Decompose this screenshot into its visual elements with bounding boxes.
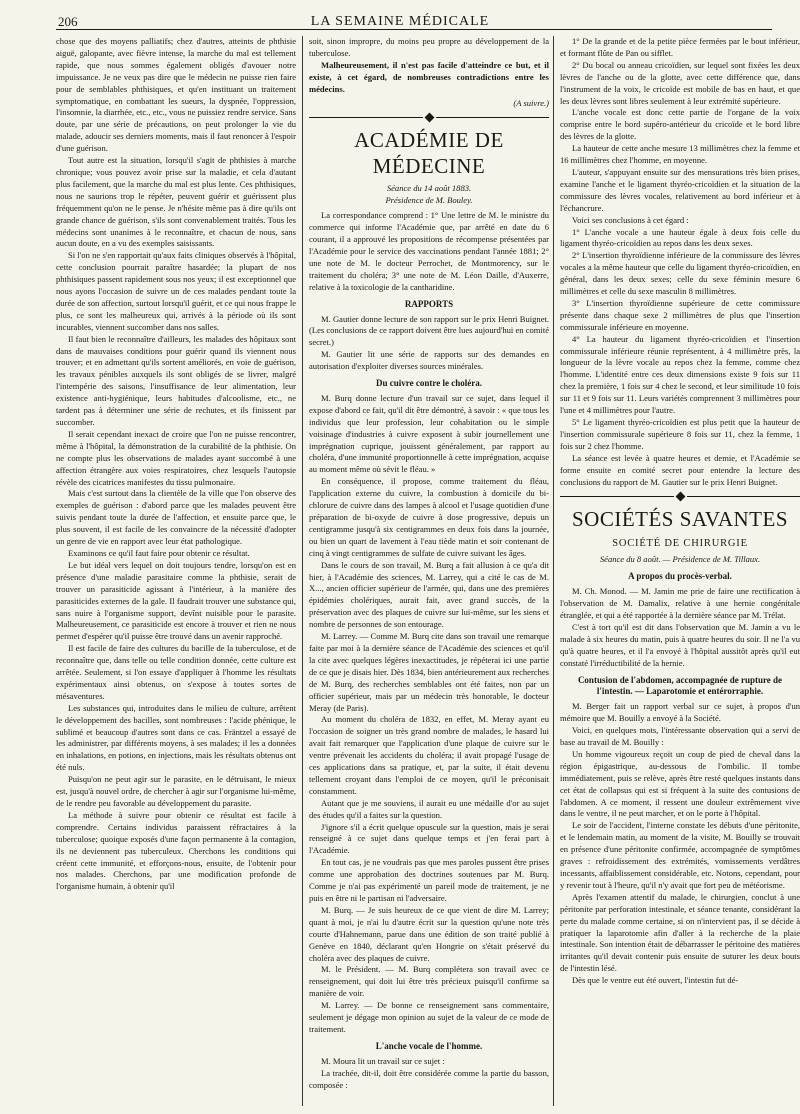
paragraph: La correspondance comprend : 1° Une lettre de M. le ministre du commerce qui informe l'Académie que, par arrêté en date du 6 courant, il a approuvé les propositions de récompense présentées par l'Académie pour le service des vaccinations pendant l'année 1881; 2° une note de M. le docteur Perrochet, de Montmorency, sur le traitement du choléra; 3° une note de M. Léon Daille, d'Auxerre, relative à la toxicologie de la cantharidine. <box>309 210 549 292</box>
running-header <box>40 10 760 36</box>
paragraph: La méthode à suivre pour obtenir ce résultat est facile à comprendre. Certains individus paraissent réfractaires à la tuberculose; quoique exposés d'une façon permanente à la contagion, ils ne deviennent pas tuberculeux. Cherchons les conditions qui créent cette immunité, et efforçons-nous, ensuite, de l'obtenir pour nos malades. Cherchons, par une modification profonde de l'organisme humain, à obtenir qu'il <box>56 809 296 892</box>
paragraph: Autant que je me souviens, il aurait eu une médaille d'or au sujet des études qu'il a faites sur la question. <box>309 797 549 820</box>
paragraph: 1° De la grande et de la petite pièce fermées par le bout inférieur, et formant flûte de Pan ou sifflet. <box>560 36 800 58</box>
paragraph: Examinons ce qu'il faut faire pour obtenir ce résultat. <box>68 547 250 558</box>
subheading-reports: RAPPORTS <box>404 298 454 309</box>
paragraph: M. Gautier donne lecture de son rapport sur le prix Henri Buignet. (Les conclusions de ce rapport doivent être lues aujourd'hui en comité secret.) <box>309 313 549 348</box>
paragraph: 5° Le ligament thyréo-cricoïdien est plus petit que la hauteur de l'insertion commissurale supérieure 8 fois sur 11, chez la femme, 1 fois sur 2 chez l'homme. <box>560 417 800 451</box>
paragraph: J'ignore s'il a écrit quelque opuscule sur la question, mais je serai renseigné à ce sujet dans quelque temps et j'en ferai part à l'Académie. <box>309 821 549 856</box>
paragraph: Il serait cependant inexact de croire que l'on ne puisse rencontrer, même à l'hôpital, la démonstration de la curabilité de la phthisie. On ne compte plus les observations de malades ayant succombé à une affection étrangère aux voies respiratoires, chez lesquels l'autopsie révèle des cicatrices manifestes du tissu pulmonaire. <box>56 428 296 487</box>
paragraph: soit, sinon impropre, du moins peu propre au développement de la tuberculose. <box>309 36 549 58</box>
column-left <box>56 36 296 1106</box>
paragraph: M. Ch. Monod. — M. Jamin me prie de faire une rectification à l'observation de M. Damalix, relative à une hernie congénitale étranglée, et qui a été rapportée à la dernière séance par M. Trélat. <box>560 586 800 620</box>
paragraph: Les substances qui, introduites dans le milieu de culture, arrêtent le développement des bacilles, sont nombreuses : l'acide phénique, le sublimé et beaucoup d'autres sont dans ce cas. Fräntzel a essayé de les administrer, par différents moyens, à ses malades; il les a données en inhalations, en potions, en injections, mais les résultats obtenus ont été nuls. <box>56 702 296 773</box>
journal-title: LA SEMAINE MÉDICALE <box>310 14 490 29</box>
paragraph: M. Moura lit un travail sur ce sujet : <box>321 1055 445 1066</box>
paragraph: Tout autre est la situation, lorsqu'il s'agit de phthisies à marche chronique; vous pouvez avoir prise sur la maladie, et cela d'autant plus facilement, que la marche du mal est plus lente. Ces phthisiques, nous ne saurions trop le répéter, peuvent guérir et guérissent plus fréquemment qu'on ne le pense. Je n'hésite même pas à dire qu'ils ont grande chance de guérison, s'ils sont convenablement traités. Tous les médecins sont unanimes à le reconnaître, et chacun de nous, sans aucun doute, en a vu des exemples saisissants. <box>56 155 296 249</box>
paragraph: Mais c'est surtout dans la clientèle de la ville que l'on observe des exemples de guérison : d'abord parce que les malades peuvent être suivis pendant toute la durée de l'affection, et ensuite parce que, le plus souvent, il est facile de les convaincre de la nécessité d'adopter un genre de vie en rapport avec leur état pathologique. <box>56 488 296 547</box>
paragraph: Dans le cours de son travail, M. Burq a fait allusion à ce qu'a dit hier, à l'Académie des sciences, M. Larrey, qui a cité le cas de M. X..., ancien officier supérieur de l'armée, qui, dans une des premières épidémies cholériques, aurait fait, avec grand succès, de la préservation avec des plaques de cuivre sur lui-même, sur les siens et nombre de personnes de son entourage. <box>309 559 549 630</box>
paragraph: Il faut bien le reconnaître d'ailleurs, les malades des hôpitaux sont dans de mauvaises conditions pour guérir quand ils viennent nous trouver; et en admettant qu'ils sortent améliorés, en voie de guérison, les travaux pénibles auxquels ils sont obligés de se livrer, malgré l'intempérie des saisons, l'insuffisance de leur alimentation, leur existence anti-hygiénique, leurs habitudes d'alcoolisme, etc., ne tardent pas à déterminer une série de rechutes, et ils finissent par succomber. <box>56 333 296 427</box>
ornament-divider <box>560 492 800 500</box>
column-separator <box>302 36 303 1106</box>
paragraph: M. Burq. — Je suis heureux de ce que vient de dire M. Larrey; quant à moi, je n'ai lu d'autre écrit sur la question qu'une note très courte d'Hahnemann, parue dans une édition de son traité publié à Genève en 1840, déclarant qu'en Hongrie on s'était préservé du choléra avec des plaques de cuivre. <box>309 904 549 963</box>
paragraph: M. Gautier lit une série de rapports sur des demandes en autorisation d'exploiter diverses sources minérales. <box>309 349 549 372</box>
paragraph: M. Larrey. — De bonne ce renseignement sans commentaire, seulement je dégage mon opinion au sujet de la valeur de ce mode de traitement. <box>309 1000 549 1034</box>
paragraph: M. Burq donne lecture d'un travail sur ce sujet, dans lequel il expose d'abord ce fait, qu'il dit être démontré, à savoir : « que tous les individus que leur profession, leur cohabitation ou le simple voisinage d'industries à cuivre exposent à subir journellement une imprégnation cuprique, jouissent généralement, par rapport au choléra, d'une immunité proportionnelle à cette imprégnation, acquise au moment même où sévit le fléau. » <box>309 392 549 475</box>
ornament-divider <box>309 113 549 121</box>
paragraph: Après l'examen attentif du malade, le chirurgien, conclut à une péritonite par perforation intestinale, et séance tenante, considérant la perte du malade comme certaine, si on n'intervient pas, il se décide à pratiquer la laparotomie afin d'aller à la recherche de la plaie intestinale. Son intention était de débarrasser le péritoine des matières irritantes qu'il devait contenir puis ensuite de suturer les deux bouts de l'intestin lésé. <box>560 891 800 974</box>
paragraph: La hauteur de cette anche mesure 13 millimètres chez la femme et 16 millimètres chez l'homme, en moyenne. <box>560 143 800 166</box>
column-right <box>560 36 800 1106</box>
paragraph: M. le Président. — M. Burq complétera son travail avec ce renseignement, qui doit lui être très précieux puisqu'il confirme sa manière de voir. <box>309 964 549 999</box>
subheading-abdominal-contusion: Contusion de l'abdomen, accompagnée de rupture de l'intestin. — Laparotomie et entérorraphie. <box>577 674 783 697</box>
paragraph: chose que des moyens palliatifs; chez d'autres, atteints de phthisie aiguë, galopante, avec fièvre intense, la marche du mal est tellement rapide, que nous sommes également obligés d'avouer notre impuissance. Je ne veux pas dire que le médecin ne puisse rien faire pour de semblables phthisiques, et qu'en instituant un traitement symptomatique, en combattant les sueurs, la dyspnée, l'oppression, l'insomnie, la diarrhée, etc., etc., vous ne puissiez rendre service. Sans doute, par une série de précautions, on peut prolonger la vie du malade, adoucir ses derniers moments, mais il faut renoncer à l'espoir d'une guérison. <box>56 36 296 154</box>
paragraph: Dès que le ventre eut été ouvert, l'intestin fut dé- <box>572 975 739 986</box>
column-separator <box>553 36 554 1106</box>
session-date: Séance du 14 août 1883. <box>386 183 472 194</box>
header-rule <box>56 29 772 30</box>
paragraph: Si l'on ne s'en rapportait qu'aux faits cliniques observés à l'hôpital, cette conclusion pourrait paraître hasardée; la plupart de nos phthisiques passent rapidement sous nos yeux; il est exceptionnel que nous ayons l'occasion de suivre un de ces malades pendant toute la durée de son affection, surtout lorsqu'il guérit, et ce qui nous frappe le plus, ce sont les malheureux qui, arrivés à la période où ils sont incurables, viennent succomber dans nos salles. <box>56 250 296 332</box>
paragraph: M. Berger fait un rapport verbal sur ce sujet, à propos d'un mémoire que M. Bouilly a envoyé à la Société. <box>560 701 800 724</box>
paragraph: Il est facile de faire des cultures du bacille de la tuberculose, et de reconnaître que, dans telle ou telle condition donnée, cette culture est arrêtée. Seulement, si l'on essaye d'appliquer à l'homme les résultats expérimentaux ainsi obtenus, on s'expose à toutes sortes de mésaventures. <box>56 643 296 701</box>
page-number: 206 <box>58 14 78 29</box>
subheading-minutes: A propos du procès-verbal. <box>628 571 732 582</box>
section-title-societies: SOCIÉTÉS SAVANTES <box>571 507 789 532</box>
paragraph: Le but idéal vers lequel on doit toujours tendre, lorsqu'on est en présence d'une maladie parasitaire comme la phthisie, serait de trouver un parasiticide agissant à l'intérieur, à la manière des parasiticides externes de la gale. Il faudrait trouver une substance qui, sans nuire à l'organisme support, devînt nuisible pour le parasite. Malheureusement, ce parasiticide est encore à trouver et rien ne nous permet d'espérer qu'il puisse être trouvé dans un avenir rapproché. <box>56 559 296 642</box>
section-title-academy: ACADÉMIE DE MÉDECINE <box>354 128 504 179</box>
paragraph: L'auteur, s'appuyant ensuite sur des mensurations très bien prises, examine l'anche et le ligament thyréo-cricoïdien et la situation de la commissure des lèvres vocales, relativement au bord inférieur et à l'échancrure. <box>560 166 800 213</box>
paragraph: C'est à tort qu'il est dit dans l'observation que M. Jamin a vu le malade à six heures du matin, puis à quatre heures du soir. Il ne l'a vu qu'à quatre heures, et il l'a envoyé à l'hôpital aussitôt après qu'il eut constaté l'irréductibilité de la hernie. <box>560 621 800 668</box>
paragraph: 2° L'insertion thyroïdienne inférieure de la commissure des lèvres vocales a la même hauteur que celle du ligament thyréo-cricoïdien, en général, dans les deux sexes; celle du sexe féminin mesure 6 millimètres et celle du sexe masculin 8 millimètres. <box>560 250 800 297</box>
subheading-vocal-reed: L'anche vocale de l'homme. <box>375 1040 483 1051</box>
paragraph: 4° La hauteur du ligament thyréo-cricoïdien et l'insertion commissurale inférieure réunie représentent, à 4 millimètre près, la longueur de la lèvre vocale au repos chez la femme, comme chez l'homme. L'identité entre ces deux dimensions existe 9 fois sur 11 chez la première, 1 fois sur 4 chez le second, et leur similitude 10 fois sur 11 et 9 fois sur 11. Leurs variétés comprennent 3 millimètres pour l'une et 4 millimètres pour l'autre. <box>560 333 800 416</box>
session-line: Séance du 8 août. — Présidence de M. Tillaux. <box>599 554 761 565</box>
paragraph: Au moment du choléra de 1832, en effet, M. Meray ayant eu l'occasion de soigner un très grand nombre de malades, le hasard lui avait fait remarquer que l'application d'une plaque de cuivre sur le ventre prévenait les accidents du choléra; il avait propagé l'usage de ces applications dans sa pratique, et, par la suite, il était devenu tellement croyant dans l'emploi de ce moyen, qu'il le préconisait constamment. <box>309 714 549 796</box>
presidency-line: Présidence de M. Bouley. <box>385 195 473 206</box>
paragraph: 2° Du bocal ou anneau cricoïdien, sur lequel sont fixées les deux lèvres de l'anche ou de la glotte, avec cette différence que, dans l'instrument de la voix, le cricoïde est mobile de bas en haut, et que les deux lèvres sont libres seulement à leur extrémité supérieure. <box>560 59 800 106</box>
paragraph: Voici ses conclusions à cet égard : <box>572 214 689 225</box>
paragraph: En tout cas, je ne voudrais pas que mes paroles pussent être prises comme une approbation des doctrines soutenues par M. Burq. Comme je n'ai pas expérimenté un pareil mode de traitement, je ne puis en être ni le partisan ni l'adversaire. <box>309 857 549 903</box>
paragraph: La séance est levée à quatre heures et demie, et l'Académie se forme ensuite en comité secret pour entendre la lecture des conclusions du rapport de M. Gautier sur le prix Henri Buignet. <box>560 452 800 487</box>
paragraph: Voici, en quelques mots, l'intéressante observation qui a servi de base au travail de M. Bouilly : <box>560 725 800 748</box>
paragraph: M. Larrey. — Comme M. Burq cite dans son travail une remarque faite par moi à la dernière séance de l'Académie des sciences et qu'il la cite avec quelques légères inexactitudes, je répéterai ici une partie de ce que je disais hier. Dès 1834, bien antérieurement aux recherches de M. Burq, des recherches semblables ont été faites, non par un officier supérieur, mais par un médecin très honorable, le docteur Meray (de Paris). <box>309 631 549 713</box>
paragraph: En conséquence, il propose, comme traitement du fléau, l'application externe du cuivre, la combustion à domicile du bi-chlorure de cuivre dans des lampes à alcool et l'usage quotidien d'une préparation de bi-oxyde de cuivre à dose progressive, depuis un centigramme jusqu'à six centigrammes en deux fois dans la journée, ou bien un quart de lavement à l'eau tiède matin et soir contenant de cinq à vingt centigrammes de sulfate de cuivre suivant les âges. <box>309 476 549 558</box>
column-middle <box>309 36 549 1106</box>
subsection-title-surgery: SOCIÉTÉ DE CHIRURGIE <box>612 538 748 550</box>
subheading-copper-cholera: Du cuivre contre le choléra. <box>376 378 482 389</box>
paragraph: 1° L'anche vocale a une hauteur égale à deux fois celle du ligament thyréo-cricoïdien au repos dans les deux sexes. <box>560 226 800 249</box>
paragraph: 3° L'insertion thyroïdienne supérieure de cette commissure présente dans chaque sexe 2 millimètres de plus que l'insertion commissurale inférieure en moyenne. <box>560 297 800 332</box>
to-be-continued: (A suivre.) <box>513 97 549 108</box>
paragraph: La trachée, dit-il, doit être considérée comme la partie du basson, composée : <box>309 1067 549 1090</box>
paragraph: Puisqu'on ne peut agir sur le parasite, en le détruisant, le mieux est, jusqu'à nouvel ordre, de chercher à agir sur l'organisme lui-même, de le rendre peu favorable au développement du parasite. <box>56 774 296 808</box>
paragraph: L'anche vocale est donc cette partie de l'organe de la voix comprise entre le bord supéro-antérieur du cricoïde et le bord libre des lèvres de la glotte. <box>560 107 800 142</box>
paragraph: Malheureusement, il n'est pas facile d'atteindre ce but, et il existe, à cet égard, de nombreuses contradictions entre les médecins. <box>309 59 549 94</box>
paragraph: Un homme vigoureux reçoit un coup de pied de cheval dans la région épigastrique, au-dessous de l'ombilic. Il tombe immédiatement, puis se relève, après être resté quelques instants dans cet état de collapsus qui est si fréquent à la suite des contusions de l'abdomen. A ce moment, il ressent une douleur extrêmement vive dans le ventre, il ne peut marcher, et on le porte à l'hôpital. <box>560 748 800 819</box>
paragraph: Le soir de l'accident, l'interne constate les débuts d'une péritonite, et le lendemain matin, au moment de la visite, M. Bouilly se trouvait en présence d'une péritonite confirmée, accompagnée de symptômes graves : refroidissement des extrémités, vomissements verdâtres incessants, affaiblissement considérable, etc. Notons, cependant, pour y revenir tout à l'heure, qu'il n'y avait que fort peu de météorisme. <box>560 820 800 890</box>
